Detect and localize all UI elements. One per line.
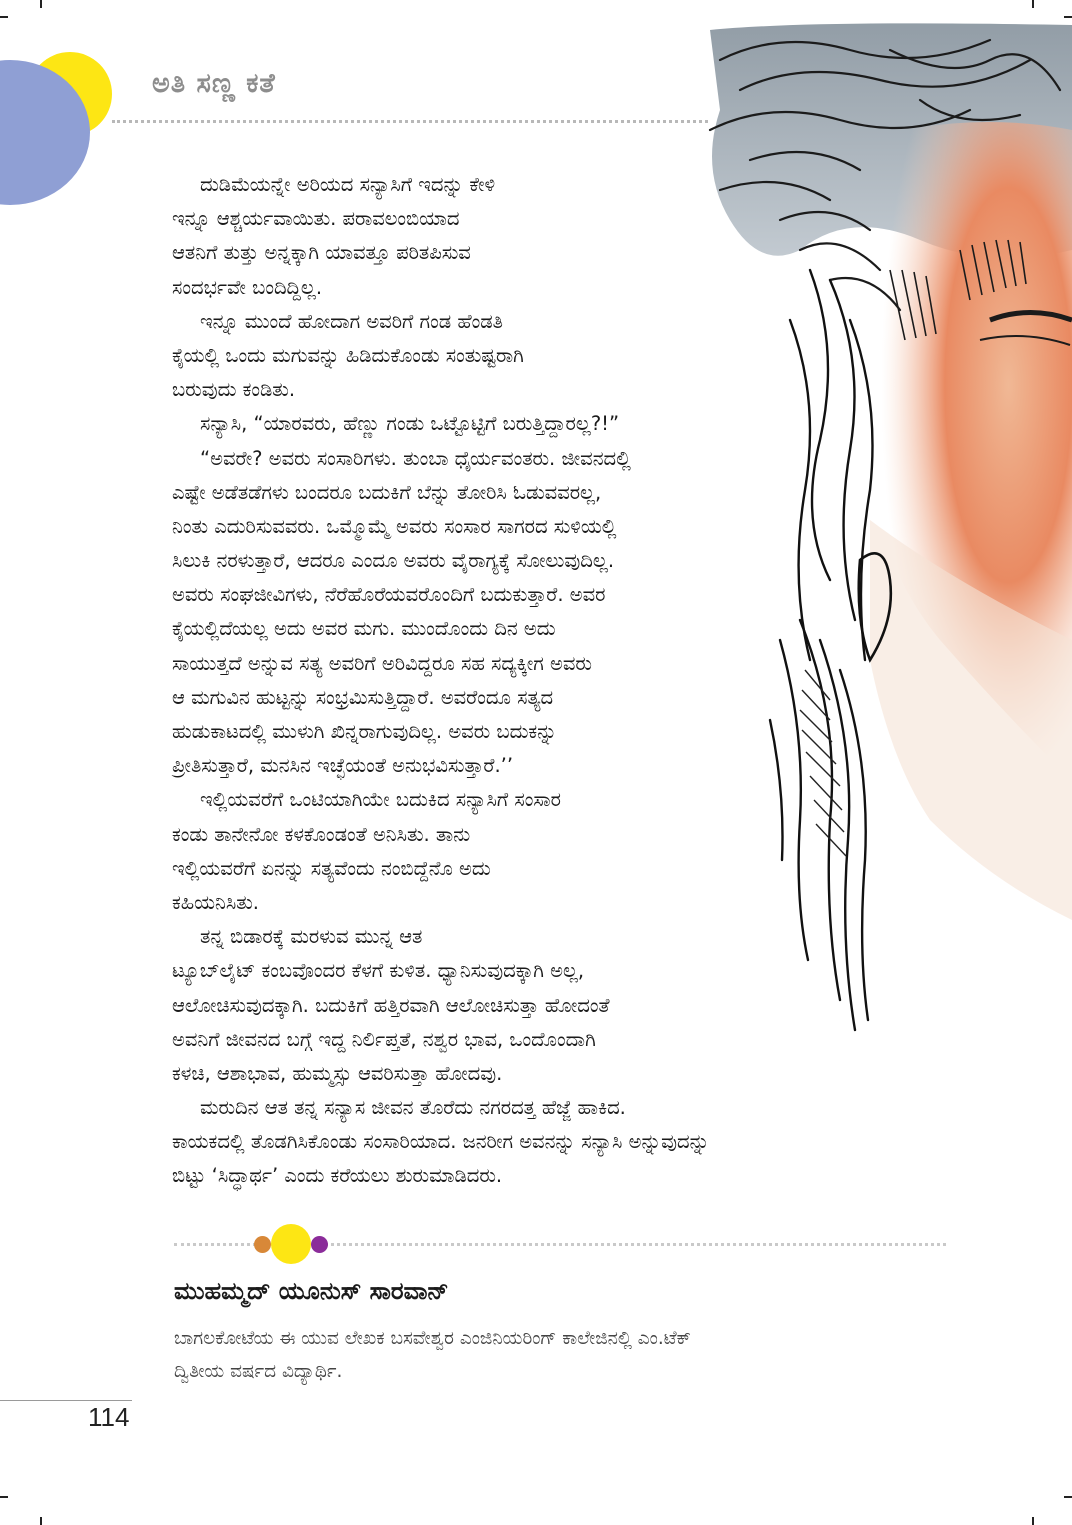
decorative-purple-dot [311,1236,328,1253]
crop-mark [0,1496,8,1498]
crop-mark [40,0,42,8]
crop-mark [1032,0,1034,8]
story-line: ಬಿಟ್ಟು ‘ಸಿದ್ಧಾರ್ಥ’ ಎಂದು ಕರೆಯಲು ಶುರುಮಾಡಿದರು. [172,1164,503,1188]
story-line: ಟ್ಯೂಬ್‌ಲೈಟ್ ಕಂಬವೊಂದರ ಕೆಳಗೆ ಕುಳಿತ. ಧ್ಯಾನಿಸುವುದಕ್ಕಾಗಿ ಅಲ್ಲ, [172,959,585,983]
story-line: ಸನ್ಯಾಸಿ, “ಯಾರವರು, ಹೆಣ್ಣು ಗಂಡು ಒಟ್ಟೊಟ್ಟಿಗೆ ಬರುತ್ತಿದ್ದಾರಲ್ಲ?!” [200,412,620,436]
story-line: ಇಲ್ಲಿಯವರೆಗೆ ಏನನ್ನು ಸತ್ಯವೆಂದು ನಂಬಿದ್ದೆನೊ ಅದು [172,856,491,880]
author-bio-line: ಬಾಗಲಕೋಟೆಯ ಈ ಯುವ ಲೇಖಕ ಬಸವೇಶ್ವರ ಎಂಜಿನಿಯರಿಂಗ್ ಕಾಲೇಜಿನಲ್ಲಿ ಎಂ.ಟೆಕ್ [174,1328,691,1349]
crop-mark [1064,16,1072,18]
story-line: ಇನ್ನೂ ಮುಂದೆ ಹೋದಾಗ ಅವರಿಗೆ ಗಂಡ ಹೆಂಡತಿ [200,309,504,333]
story-text [172,168,952,1194]
author-bio-line: ದ್ವಿತೀಯ ವರ್ಷದ ವಿದ್ಯಾರ್ಥಿ. [174,1361,343,1382]
story-line: ಆತನಿಗೆ ತುತ್ತು ಅನ್ನಕ್ಕಾಗಿ ಯಾವತ್ತೂ ಪರಿತಪಿಸುವ [172,241,471,265]
story-line: ಎಷ್ಟೇ ಅಡೆತಡೆಗಳು ಬಂದರೂ ಬದುಕಿಗೆ ಬೆನ್ನು ತೋರಿಸಿ ಓಡುವವರಲ್ಲ, [172,480,602,504]
story-line: ಅವರು ಸಂಘಜೀವಿಗಳು, ನೆರೆಹೊರೆಯವರೊಂದಿಗೆ ಬದುಕುತ್ತಾರೆ. ಅವರ [172,583,606,607]
page-number-rule [0,1400,132,1401]
story-line: ಕಂಡು ತಾನೇನೋ ಕಳಕೊಂಡಂತೆ ಅನಿಸಿತು. ತಾನು [172,822,471,846]
story-line: ಕಳಚಿ, ಆಶಾಭಾವ, ಹುಮ್ಮಸ್ಸು ಆವರಿಸುತ್ತಾ ಹೋದವು. [172,1061,503,1085]
story-line: ಸಂದರ್ಭವೇ ಬಂದಿದ್ದಿಲ್ಲ. [172,275,323,299]
header-dotted-rule [112,120,708,123]
story-line: ಪ್ರೀತಿಸುತ್ತಾರೆ, ಮನಸಿನ ಇಚ್ಛೆಯಂತೆ ಅನುಭವಿಸುತ್ತಾರೆ.’’ [172,754,514,778]
story-line: ಬರುವುದು ಕಂಡಿತು. [172,378,296,402]
crop-mark [40,1517,42,1525]
story-line: ಕೈಯಲ್ಲಿದೆಯಲ್ಲ ಅದು ಅವರ ಮಗು. ಮುಂದೊಂದು ದಿನ ಅದು [172,617,556,641]
author-name: ಮುಹಮ್ಮದ್ ಯೂನುಸ್ ಸಾರವಾನ್ [174,1277,449,1305]
story-line: ಮರುದಿನ ಆತ ತನ್ನ ಸನ್ಯಾಸ ಜೀವನ ತೊರೆದು ನಗರದತ್ತ ಹೆಜ್ಜೆ ಹಾಕಿದ. [200,1096,626,1120]
story-line: ತನ್ನ ಬಿಡಾರಕ್ಕೆ ಮರಳುವ ಮುನ್ನ ಆತ [200,925,423,949]
decorative-orange-dot [254,1236,271,1253]
page-number: 114 [88,1402,130,1432]
story-line: ಕೈಯಲ್ಲಿ ಒಂದು ಮಗುವನ್ನು ಹಿಡಿದುಕೊಂಡು ಸಂತುಷ್ಟರಾಗಿ [172,343,524,367]
section-title: ಅತಿ ಸಣ್ಣ ಕತೆ [152,68,276,99]
story-line: ಇಲ್ಲಿಯವರೆಗೆ ಒಂಟಿಯಾಗಿಯೇ ಬದುಕಿದ ಸನ್ಯಾಸಿಗೆ ಸಂಸಾರ [200,788,561,812]
story-line: ನಿಂತು ಎದುರಿಸುವವರು. ಒಮ್ಮೊಮ್ಮೆ ಅವರು ಸಂಸಾರ ಸಾಗರದ ಸುಳಿಯಲ್ಲಿ [172,514,617,538]
story-line: ಕಹಿಯನಿಸಿತು. [172,890,259,914]
crop-mark [1032,1517,1034,1525]
story-line: ಇನ್ನೂ ಆಶ್ಚರ್ಯವಾಯಿತು. ಪರಾವಲಂಬಿಯಾದ [172,207,460,231]
story-line: ಆ ಮಗುವಿನ ಹುಟ್ಟನ್ನು ಸಂಭ್ರಮಿಸುತ್ತಿದ್ದಾರೆ. ಅವರೆಂದೂ ಸತ್ಯದ [172,685,554,709]
crop-mark [1064,1496,1072,1498]
author-bio [174,1322,954,1388]
story-line: ಅವನಿಗೆ ಜೀವನದ ಬಗ್ಗೆ ಇದ್ದ ನಿರ್ಲಿಪ್ತತೆ, ನಶ್ವರ ಭಾವ, ಒಂದೊಂದಾಗಿ [172,1027,596,1051]
story-line: ಆಲೋಚಿಸುವುದಕ್ಕಾಗಿ. ಬದುಕಿಗೆ ಹತ್ತಿರವಾಗಿ ಆಲೋಚಿಸುತ್ತಾ ಹೋದಂತೆ [172,993,610,1017]
decorative-yellow-dot [271,1224,311,1264]
story-line: “ಅವರೇ? ಅವರು ಸಂಸಾರಿಗಳು. ತುಂಬಾ ಧೈರ್ಯವಂತರು. ಜೀವನದಲ್ಲಿ [200,446,631,470]
story-line: ಕಾಯಕದಲ್ಲಿ ತೊಡಗಿಸಿಕೊಂಡು ಸಂಸಾರಿಯಾದ. ಜನರೀಗ ಅವನನ್ನು ಸನ್ಯಾಸಿ ಅನ್ನುವುದನ್ನು [172,1130,710,1154]
story-line: ಸಾಯುತ್ತದೆ ಅನ್ನುವ ಸತ್ಯ ಅವರಿಗೆ ಅರಿವಿದ್ದರೂ ಸಹ ಸದ್ಯಕ್ಕೀಗ ಅವರು [172,651,592,675]
story-line: ಸಿಲುಕಿ ನರಳುತ್ತಾರೆ, ಆದರೂ ಎಂದೂ ಅವರು ವೈರಾಗ್ಯಕ್ಕೆ ಸೋಲುವುದಿಲ್ಲ. [172,549,615,573]
crop-mark [0,16,8,18]
story-line: ಹುಡುಕಾಟದಲ್ಲಿ ಮುಳುಗಿ ಖಿನ್ನರಾಗುವುದಿಲ್ಲ. ಅವರು ಬದುಕನ್ನು [172,720,557,743]
story-line: ದುಡಿಮೆಯನ್ನೇ ಅರಿಯದ ಸನ್ಯಾಸಿಗೆ ಇದನ್ನು ಕೇಳಿ [200,173,496,196]
